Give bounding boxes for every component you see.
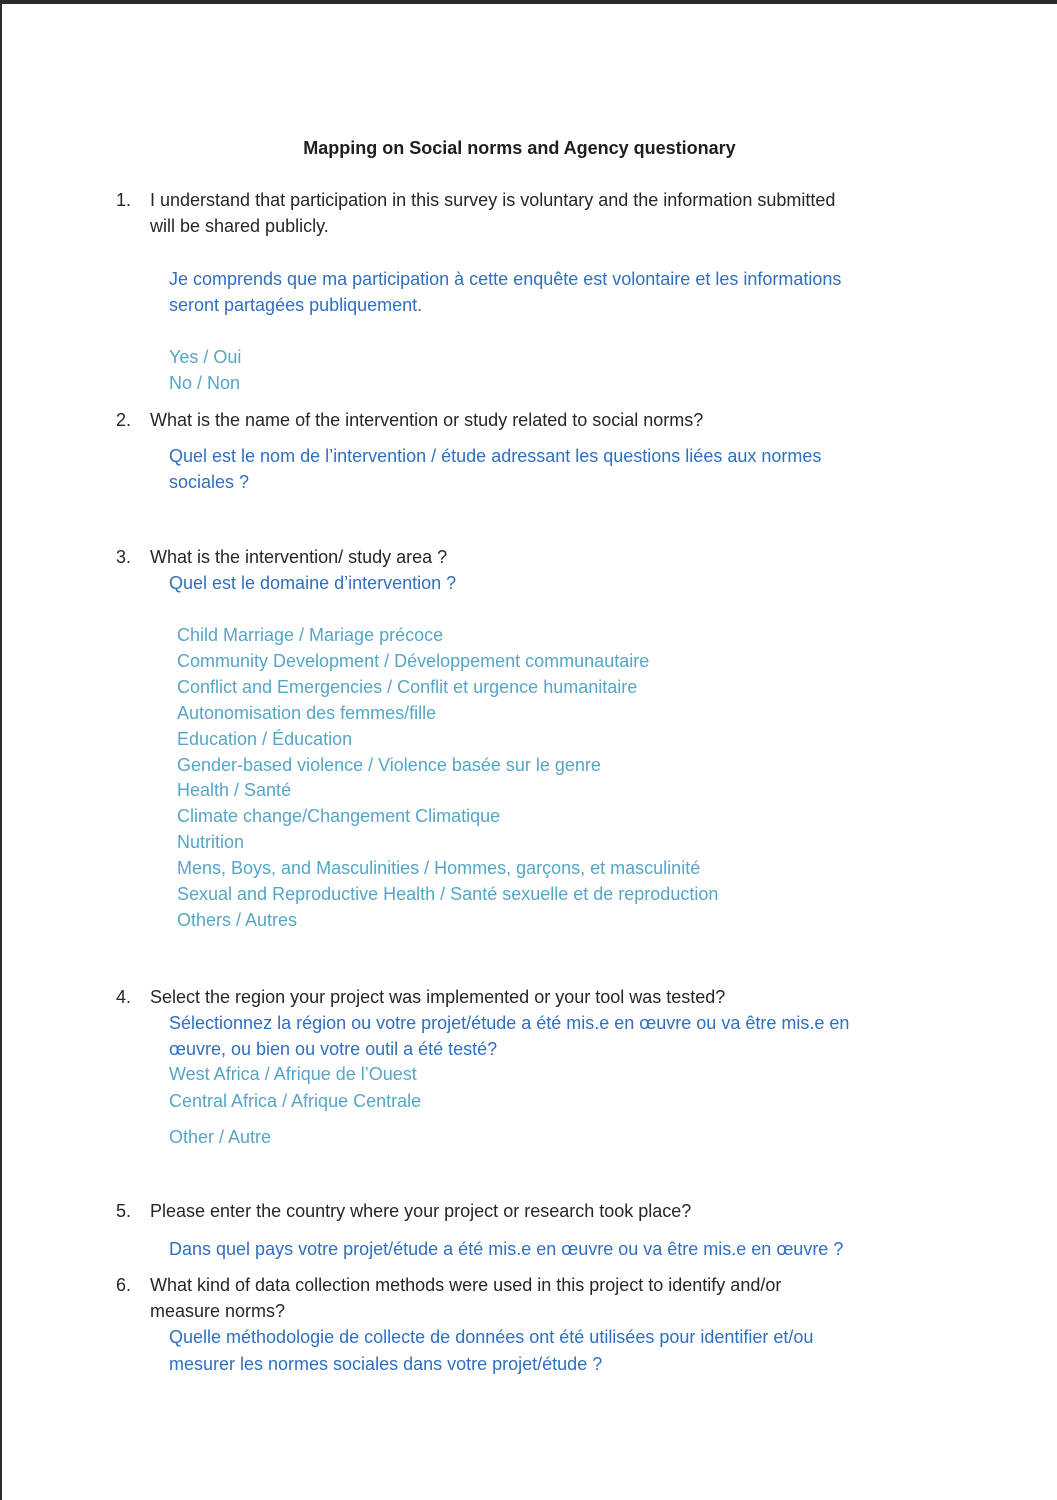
question-number: 3.	[116, 547, 132, 567]
option-gender-based-violence[interactable]: Gender-based violence / Violence basée sur le genre	[177, 754, 601, 775]
question-4-french	[169, 1010, 959, 1062]
option-central-africa[interactable]: Central Africa / Afrique Centrale	[169, 1091, 422, 1111]
question-text: What is the intervention/ study area ?	[150, 547, 448, 567]
question-3-french	[169, 570, 456, 596]
french-text: œuvre, ou bien ou votre outil a été testé?	[169, 1039, 498, 1059]
question-number: 1.	[116, 190, 132, 210]
french-text: seront partagées publiquement.	[169, 295, 423, 315]
question-6-french	[169, 1324, 959, 1378]
french-text: sociales ?	[169, 472, 250, 492]
question-text: measure norms?	[150, 1301, 286, 1321]
option-masculinities[interactable]: Mens, Boys, and Masculinities / Hommes, garçons, et masculinité	[177, 858, 701, 879]
option-others[interactable]: Others / Autres	[177, 909, 298, 930]
option-sexual-reproductive-health[interactable]: Sexual and Reproductive Health / Santé sexuelle et de reproduction	[177, 884, 719, 905]
option-other[interactable]: Other / Autre	[169, 1127, 272, 1147]
question-3	[116, 544, 936, 570]
option-west-africa[interactable]: West Africa / Afrique de l’Ouest	[169, 1064, 417, 1084]
question-6	[116, 1272, 936, 1324]
question-text: Select the region your project was implemented or your tool was tested?	[150, 987, 726, 1007]
question-2-french	[169, 443, 949, 495]
option-conflict-emergencies[interactable]: Conflict and Emergencies / Conflit et urgence humanitaire	[177, 676, 638, 697]
question-3-options	[177, 623, 718, 934]
question-5	[116, 1198, 936, 1224]
option-yes[interactable]: Yes / Oui	[169, 347, 242, 367]
question-number: 5.	[116, 1201, 132, 1221]
page-title: Mapping on Social norms and Agency questionary	[303, 138, 736, 158]
option-health[interactable]: Health / Santé	[177, 780, 292, 801]
question-number: 2.	[116, 410, 132, 430]
question-text: What is the name of the intervention or study related to social norms?	[150, 410, 704, 430]
option-no[interactable]: No / Non	[169, 372, 241, 393]
option-climate-change[interactable]: Climate change/Changement Climatique	[177, 806, 501, 827]
french-text: Quelle méthodologie de collecte de données ont été utilisées pour identifier et/ou	[169, 1327, 814, 1347]
question-4-options	[169, 1061, 421, 1115]
question-4	[116, 984, 936, 1010]
french-text: Quel est le domaine d’intervention ?	[169, 573, 457, 593]
question-1-options	[169, 345, 241, 397]
question-1	[116, 187, 936, 239]
french-text: Quel est le nom de l’intervention / étude adressant les questions liées aux normes	[169, 446, 822, 466]
option-women-empowerment[interactable]: Autonomisation des femmes/fille	[177, 702, 437, 723]
question-text: What kind of data collection methods were used in this project to identify and/or	[150, 1275, 782, 1295]
option-community-development[interactable]: Community Development / Développement communautaire	[177, 650, 650, 671]
question-text: will be shared publicly.	[150, 216, 329, 236]
question-number: 6.	[116, 1275, 132, 1295]
question-text: I understand that participation in this survey is voluntary and the information submitted	[150, 190, 836, 210]
french-text: mesurer les normes sociales dans votre projet/étude ?	[169, 1354, 603, 1374]
french-text: Je comprends que ma participation à cette enquête est volontaire et les informations	[169, 269, 842, 289]
question-text: Please enter the country where your project or research took place?	[150, 1201, 692, 1221]
french-text: Sélectionnez la région ou votre projet/étude a été mis.e en œuvre ou va être mis.e en	[169, 1013, 850, 1033]
option-child-marriage[interactable]: Child Marriage / Mariage précoce	[177, 625, 444, 645]
question-4-other	[169, 1125, 271, 1151]
question-number: 4.	[116, 987, 132, 1007]
question-5-french	[169, 1236, 959, 1262]
option-nutrition[interactable]: Nutrition	[177, 832, 245, 853]
question-2	[116, 407, 936, 433]
option-education[interactable]: Education / Éducation	[177, 728, 353, 749]
french-text: Dans quel pays votre projet/étude a été mis.e en œuvre ou va être mis.e en œuvre ?	[169, 1239, 844, 1259]
question-1-french	[169, 266, 949, 318]
